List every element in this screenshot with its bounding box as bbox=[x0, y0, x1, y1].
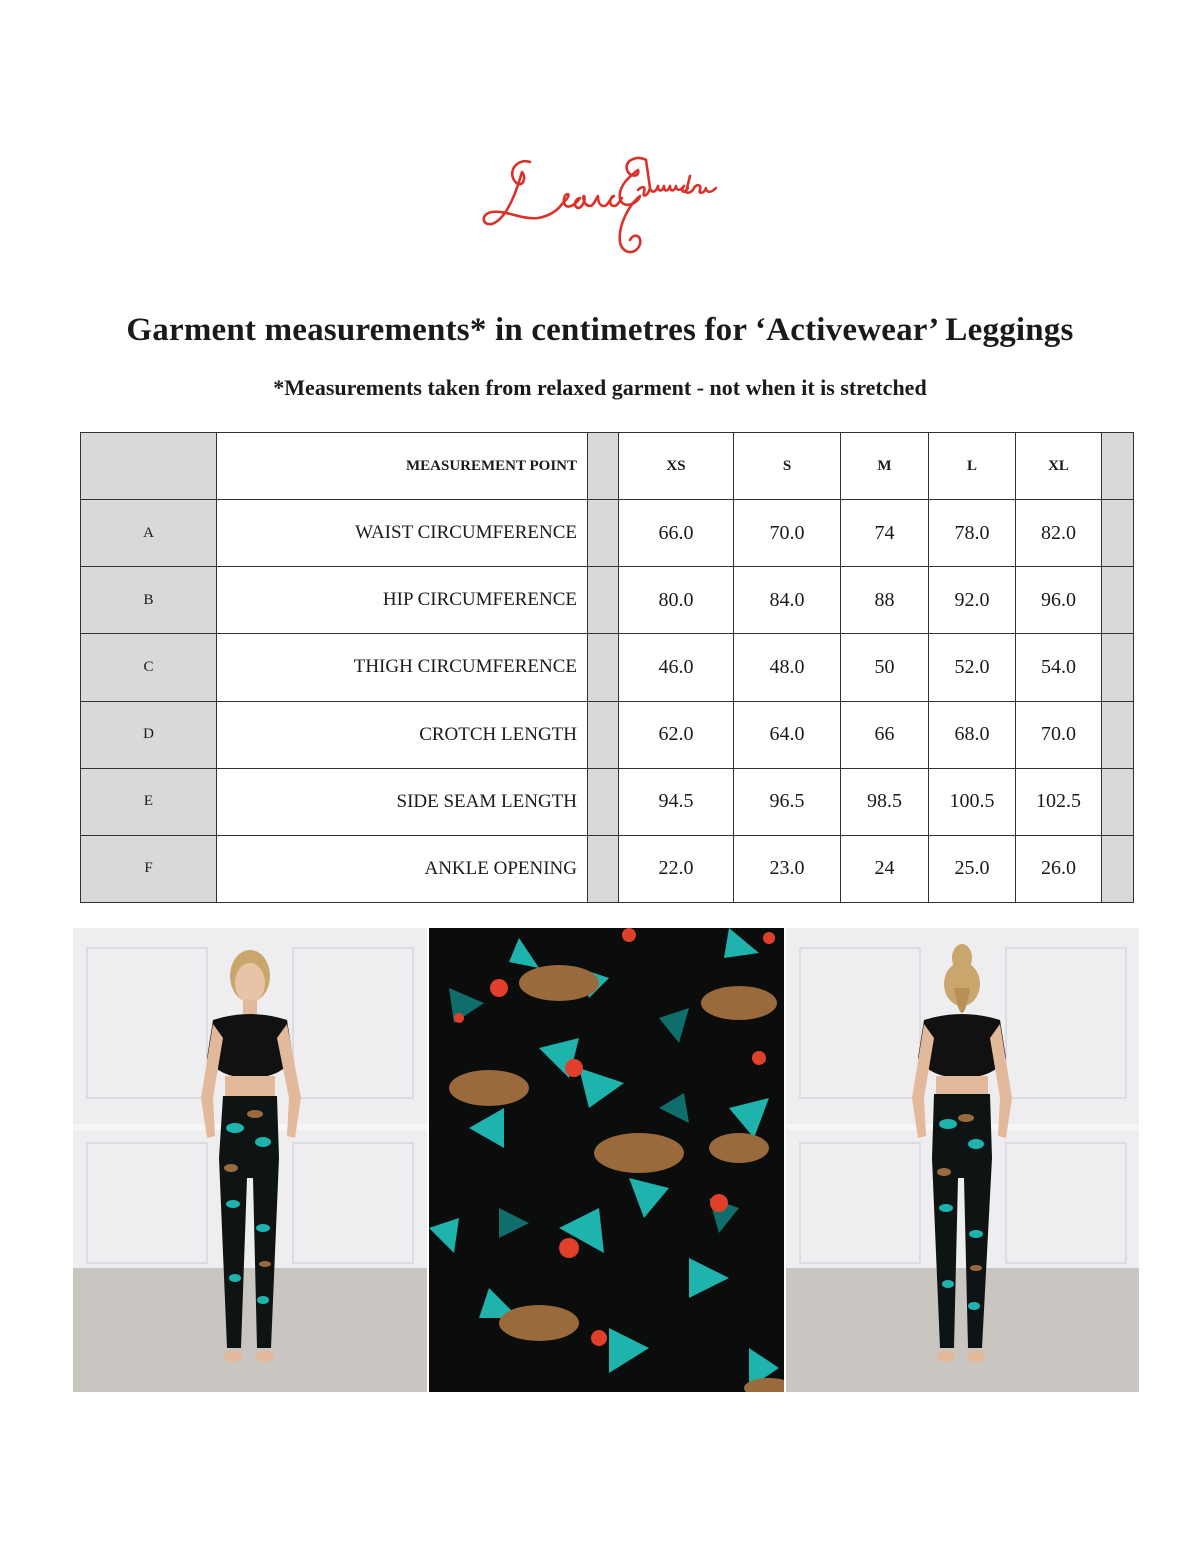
value-xl: 96.0 bbox=[1016, 567, 1102, 634]
table-row bbox=[81, 701, 1134, 768]
value-m: 24 bbox=[841, 835, 929, 902]
header-size-xl: XL bbox=[1016, 433, 1102, 500]
value-l: 100.5 bbox=[929, 768, 1016, 835]
value-l: 92.0 bbox=[929, 567, 1016, 634]
value-xs: 62.0 bbox=[619, 701, 734, 768]
header-code-cell bbox=[81, 433, 217, 500]
value-xl: 82.0 bbox=[1016, 500, 1102, 567]
table-row bbox=[81, 567, 1134, 634]
row-code: A bbox=[81, 500, 217, 567]
spacer-cell bbox=[588, 500, 619, 567]
value-l: 68.0 bbox=[929, 701, 1016, 768]
spacer-cell bbox=[1102, 768, 1134, 835]
spacer-cell bbox=[1102, 634, 1134, 701]
row-measurement-point: HIP CIRCUMFERENCE bbox=[217, 567, 588, 634]
value-m: 50 bbox=[841, 634, 929, 701]
spacer-cell bbox=[588, 567, 619, 634]
value-xs: 22.0 bbox=[619, 835, 734, 902]
row-measurement-point: WAIST CIRCUMFERENCE bbox=[217, 500, 588, 567]
spacer-cell bbox=[1102, 500, 1134, 567]
value-xs: 80.0 bbox=[619, 567, 734, 634]
spacer-cell bbox=[1102, 835, 1134, 902]
brand-logo bbox=[470, 140, 730, 265]
header-size-l: L bbox=[929, 433, 1016, 500]
row-measurement-point: SIDE SEAM LENGTH bbox=[217, 768, 588, 835]
spacer-cell bbox=[588, 433, 619, 500]
header-size-m: M bbox=[841, 433, 929, 500]
value-l: 78.0 bbox=[929, 500, 1016, 567]
header-size-s: S bbox=[734, 433, 841, 500]
print-swatch-photo bbox=[429, 928, 784, 1392]
value-xl: 26.0 bbox=[1016, 835, 1102, 902]
value-m: 98.5 bbox=[841, 768, 929, 835]
row-measurement-point: ANKLE OPENING bbox=[217, 835, 588, 902]
page-subtitle: *Measurements taken from relaxed garment - not when it is stretched bbox=[273, 375, 927, 400]
table-header-row bbox=[81, 433, 1134, 500]
spacer-cell bbox=[1102, 567, 1134, 634]
row-code: C bbox=[81, 634, 217, 701]
spacer-cell bbox=[588, 634, 619, 701]
spacer-cell bbox=[1102, 701, 1134, 768]
table-row bbox=[81, 634, 1134, 701]
row-code: D bbox=[81, 701, 217, 768]
page-title: Garment measurements* in centimetres for ‘Activewear’ Leggings bbox=[126, 312, 1074, 348]
size-chart-table bbox=[80, 432, 1134, 903]
spacer-cell bbox=[1102, 433, 1134, 500]
row-measurement-point: THIGH CIRCUMFERENCE bbox=[217, 634, 588, 701]
spacer-cell bbox=[588, 835, 619, 902]
table-row bbox=[81, 768, 1134, 835]
table-row bbox=[81, 500, 1134, 567]
value-s: 64.0 bbox=[734, 701, 841, 768]
spacer-cell bbox=[588, 768, 619, 835]
value-l: 25.0 bbox=[929, 835, 1016, 902]
value-xs: 46.0 bbox=[619, 634, 734, 701]
row-code: B bbox=[81, 567, 217, 634]
header-measurement-point: MEASUREMENT POINT bbox=[217, 433, 588, 500]
value-s: 23.0 bbox=[734, 835, 841, 902]
table-row bbox=[81, 835, 1134, 902]
row-measurement-point: CROTCH LENGTH bbox=[217, 701, 588, 768]
row-code: F bbox=[81, 835, 217, 902]
value-xl: 54.0 bbox=[1016, 634, 1102, 701]
value-s: 84.0 bbox=[734, 567, 841, 634]
value-xl: 70.0 bbox=[1016, 701, 1102, 768]
model-back-photo bbox=[786, 928, 1139, 1392]
value-s: 96.5 bbox=[734, 768, 841, 835]
value-m: 88 bbox=[841, 567, 929, 634]
product-photos bbox=[73, 928, 1139, 1392]
value-xl: 102.5 bbox=[1016, 768, 1102, 835]
value-xs: 94.5 bbox=[619, 768, 734, 835]
row-code: E bbox=[81, 768, 217, 835]
value-m: 74 bbox=[841, 500, 929, 567]
value-l: 52.0 bbox=[929, 634, 1016, 701]
header-size-xs: XS bbox=[619, 433, 734, 500]
model-front-photo bbox=[73, 928, 427, 1392]
spacer-cell bbox=[588, 701, 619, 768]
value-s: 70.0 bbox=[734, 500, 841, 567]
value-m: 66 bbox=[841, 701, 929, 768]
value-s: 48.0 bbox=[734, 634, 841, 701]
value-xs: 66.0 bbox=[619, 500, 734, 567]
